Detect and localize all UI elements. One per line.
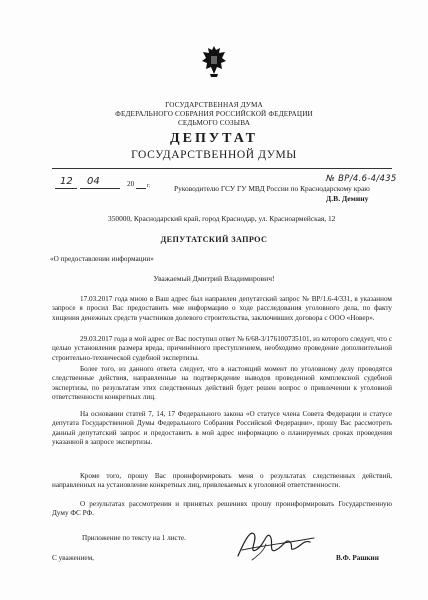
- body-paragraph-1: 17.03.2017 года мною в Ваш адрес был направлен депутатский запрос № ВР/1.6-4/331, в указанном запросе я просил Вас предоставить мне информацию о ходе расследования уголовного дела, по факту хищения денежных средств участников долевого строительства, заключивших договора с ООО «Новер».: [52, 295, 392, 322]
- body-paragraph-2: 29.03.2017 года в мой адрес от Вас поступил ответ № 6/68-3/176100735101, из которого следует, что с целью установления размера вреда, причинённого преступлением, необходимо проведение дополнительной строительно-технической судебной экспертизы.: [52, 335, 392, 362]
- date-year-underline: [136, 188, 146, 189]
- letterhead-subtitle: ГОСУДАРСТВЕННОЙ ДУМЫ: [131, 149, 297, 161]
- closing-phrase: С уважением,: [52, 554, 94, 562]
- document-title: ДЕПУТАТСКИЙ ЗАПРОС: [160, 235, 268, 244]
- date-month: 04: [87, 176, 100, 187]
- letterhead-line-1: ГОСУДАРСТВЕННАЯ ДУМА: [165, 101, 263, 109]
- letterhead-divider: [52, 168, 392, 169]
- body-paragraph-4: На основании статей 7, 14, 17 Федерального закона «О статусе члена Совета Федерации и статусе депутата Государственной Думы Федерального Собрания Российской Федерации», прошу Вас рассмотреть данный депутатский запрос и предоставить в мой адрес информацию о планируемых сроках проведения указанной в запросе экспертизы.: [52, 410, 392, 446]
- recipient-name: Д.В. Демину: [326, 194, 369, 203]
- handwritten-signature: [230, 520, 320, 565]
- recipient-address: 350000, Краснодарский край, город Краснодар, ул. Красноармейская, 12: [108, 214, 336, 223]
- date-day: 12: [60, 176, 73, 187]
- double-headed-eagle-emblem-icon: [200, 44, 228, 78]
- body-paragraph-3: Более того, из данного ответа следует, что в настоящий момент по уголовному делу проводятся следственные действия, направленные на подтверждение выводов проведенной комплексной судебной экспертизы, по результатам этих следственных действий будет решен вопрос о привлечении к уголовной ответственности конкретных лиц.: [52, 365, 392, 401]
- letterhead-title: ДЕПУТАТ: [170, 131, 258, 146]
- recipient-position: Руководителю ГСУ ГУ МВД России по Краснодарскому краю: [174, 184, 370, 193]
- letterhead-line-2: ФЕДЕРАЛЬНОГО СОБРАНИЯ РОССИЙСКОЙ ФЕДЕРАЦИИ: [115, 110, 313, 118]
- body-paragraph-5: Кроме того, прошу Вас проинформировать меня о результатах следственных действий, направленных на установление конкретных лиц, привлекаемых к уголовной ответственности.: [52, 472, 392, 490]
- signer-name: В.Ф. Рашкин: [336, 554, 379, 562]
- registration-number: № ВР/4.6-4/435: [326, 174, 397, 184]
- letterhead-line-3: СЕДЬМОГО СОЗЫВА: [177, 119, 251, 127]
- salutation: Уважаемый Дмитрий Владимирович!: [153, 274, 275, 283]
- date-year-suffix: г.: [147, 183, 151, 189]
- date-year-prefix: 20: [127, 180, 135, 188]
- date-month-underline: [80, 188, 120, 189]
- body-paragraph-6: О результатах рассмотрения и принятых решениях прошу проинформировать Государственную Думу ФС РФ.: [52, 500, 392, 518]
- attachment-note: Приложение по тексту на 1 листе.: [82, 534, 186, 542]
- date-day-underline: [55, 188, 77, 189]
- document-subject: «О предоставлении информации»: [50, 255, 154, 263]
